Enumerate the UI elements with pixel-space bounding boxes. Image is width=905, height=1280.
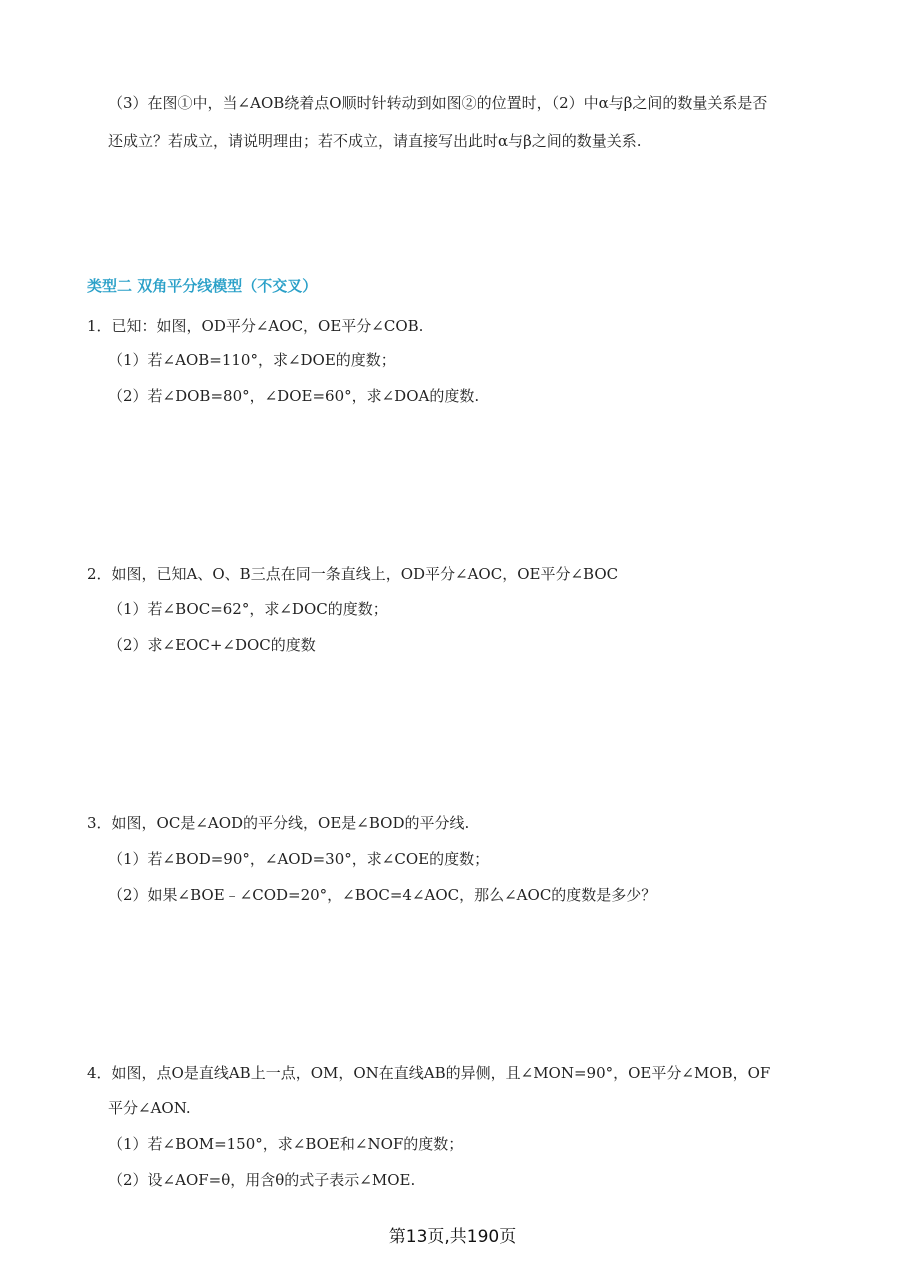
section-title: 类型二 双角平分线模型（不交叉） <box>87 277 318 295</box>
problem-4-stem: 4．如图，点O是直线AB上一点，OM，ON在直线AB的异侧，且∠MON=90°，OE平分∠MOB，OF <box>87 1064 771 1082</box>
problem-2-part-2: （2）求∠EOC+∠DOC的度数 <box>108 636 316 654</box>
problem-3-part-1: （1）若∠BOD=90°，∠AOD=30°，求∠COE的度数； <box>108 850 490 868</box>
problem-3-stem: 3．如图，OC是∠AOD的平分线，OE是∠BOD的平分线. <box>87 814 470 832</box>
problem-2-part-1: （1）若∠BOC=62°，求∠DOC的度数； <box>108 600 388 618</box>
problem-4-part-2: （2）设∠AOF=θ，用含θ的式子表示∠MOE. <box>108 1171 416 1189</box>
page-number: 第13页,共190页 <box>388 1227 517 1247</box>
problem-3-part-2: （2）如果∠BOE﹣∠COD=20°，∠BOC=4∠AOC，那么∠AOC的度数是多少？ <box>108 886 657 904</box>
problem-4-stem-continued: 平分∠AON. <box>108 1099 191 1117</box>
intro-line-1: （3）在图①中，当∠AOB绕着点O顺时针转动到如图②的位置时，（2）中α与β之间的数量关系是否 <box>108 94 768 112</box>
problem-2-stem: 2．如图，已知A、O、B三点在同一条直线上，OD平分∠AOC，OE平分∠BOC <box>87 565 619 583</box>
problem-4-part-1: （1）若∠BOM=150°，求∠BOE和∠NOF的度数； <box>108 1135 464 1153</box>
problem-1-part-2: （2）若∠DOB=80°，∠DOE=60°，求∠DOA的度数. <box>108 387 480 405</box>
intro-line-2: 还成立？若成立，请说明理由；若不成立，请直接写出此时α与β之间的数量关系. <box>108 132 642 150</box>
problem-1-stem: 1．已知：如图，OD平分∠AOC，OE平分∠COB. <box>87 317 424 335</box>
problem-1-part-1: （1）若∠AOB=110°，求∠DOE的度数； <box>108 351 396 369</box>
